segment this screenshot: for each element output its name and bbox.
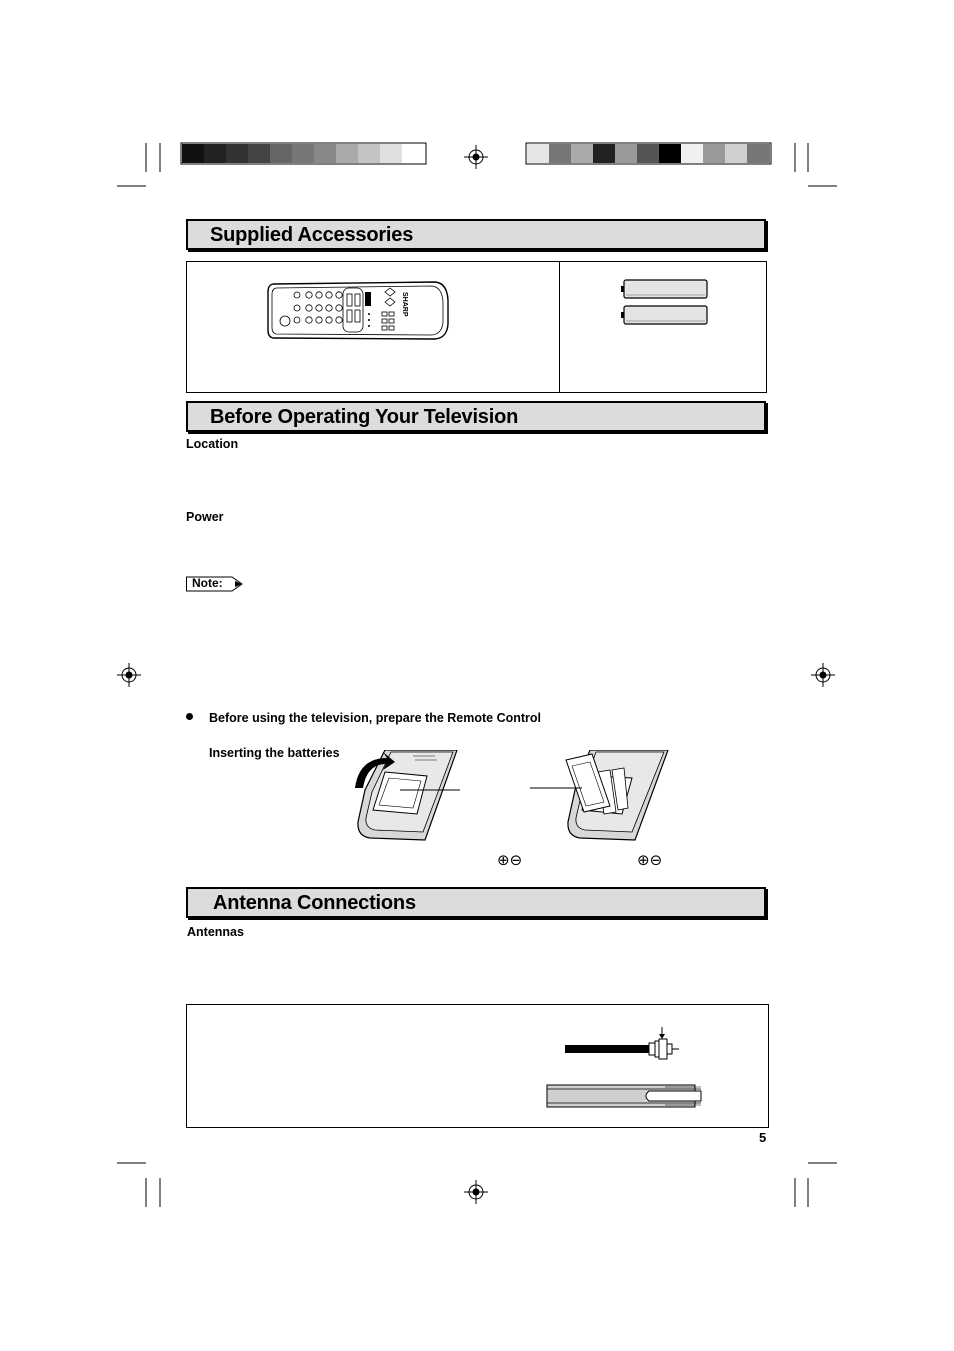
section-title: Before Operating Your Television — [210, 406, 519, 428]
section-header-before-operating — [186, 401, 766, 432]
bullet-text: Before using the television, prepare the Remote Control — [209, 711, 542, 725]
subhead-antennas: Antennas — [187, 925, 244, 939]
note-label: Note: — [192, 576, 223, 590]
polarity-symbols-left — [497, 853, 522, 869]
accessories-divider — [559, 262, 560, 392]
bullet-dot — [186, 713, 193, 720]
page-number: 5 — [759, 1130, 767, 1145]
minus-icon: ⊖ — [509, 852, 523, 869]
battery-insert-illustration — [530, 750, 670, 850]
polarity-symbols-right — [637, 853, 662, 869]
battery-cover-removal-illustration — [345, 750, 465, 850]
plus-icon: ⊕ — [497, 852, 510, 869]
coaxial-cable-illustration — [565, 1025, 685, 1070]
section-title: Antenna Connections — [213, 892, 416, 914]
subhead-inserting-batteries: Inserting the batteries — [209, 746, 340, 760]
remote-control-illustration — [267, 280, 452, 347]
antenna-cable-box — [186, 1004, 769, 1128]
minus-icon: ⊖ — [649, 852, 663, 869]
section-header-antenna — [186, 887, 766, 918]
section-header-accessories — [186, 219, 766, 250]
remote-brand-label: SHARP — [401, 292, 408, 317]
batteries-illustration — [620, 278, 710, 335]
subhead-power: Power — [186, 510, 224, 524]
twin-lead-cable-illustration — [545, 1083, 705, 1114]
section-title: Supplied Accessories — [210, 224, 414, 246]
plus-icon: ⊕ — [637, 852, 650, 869]
accessories-box — [186, 261, 767, 393]
subhead-location: Location — [186, 437, 239, 451]
